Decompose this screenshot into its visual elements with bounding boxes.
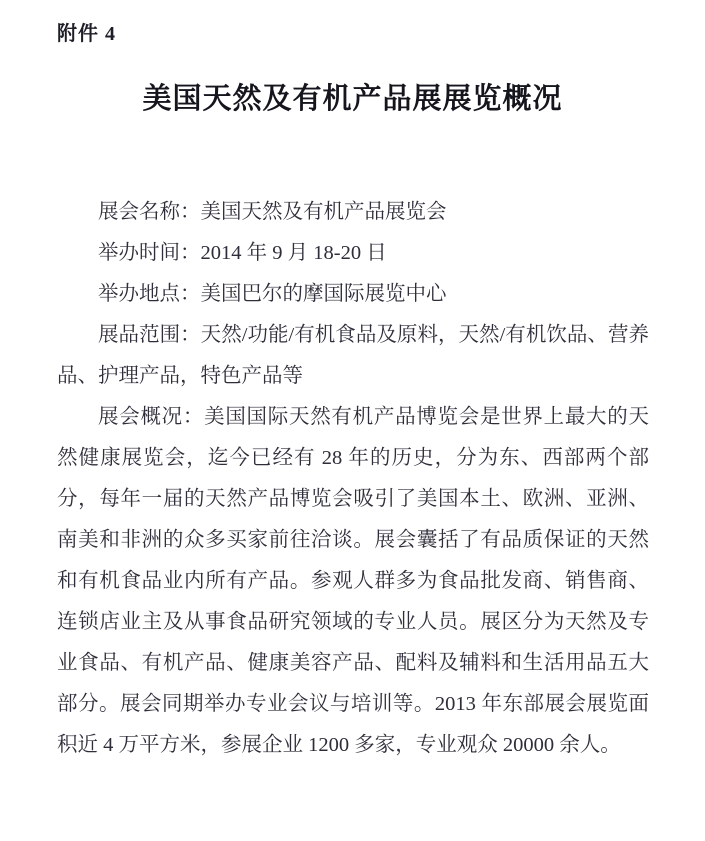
paragraph-exhibition-overview: 展会概况：美国国际天然有机产品博览会是世界上最大的天然健康展览会，迄今已经有 28 年的历史，分为东、西部两个部分，每年一届的天然产品博览会吸引了美国本土、欧洲、亚洲、南美和非洲的众多买家前往洽谈。展会囊括了有品质保证的天然和有机食品业内所有产品。参观人群多为食品批发商、销售商、连锁店业主及从事食品研究领域的专业人员。展区分为天然及专业食品、有机产品、健康美容产品、配料及辅料和生活用品五大部分。展会同期举办专业会议与培训等。2013 年东部展会展览面积近 4 万平方米，参展企业 1200 多家，专业观众 20000 余人。 bbox=[57, 406, 649, 756]
document-title: 美国天然及有机产品展展览概况 bbox=[142, 83, 563, 115]
document-body bbox=[57, 192, 649, 766]
attachment-label: 附件 4 bbox=[57, 23, 116, 45]
paragraph-exhibition-date: 举办时间：2014 年 9 月 18-20 日 bbox=[98, 242, 387, 264]
paragraph-exhibition-location: 举办地点：美国巴尔的摩国际展览中心 bbox=[98, 283, 447, 305]
paragraph-exhibition-name: 展会名称：美国天然及有机产品展览会 bbox=[98, 201, 447, 223]
paragraph-exhibit-scope: 展品范围：天然/功能/有机食品及原料，天然/有机饮品、营养品、护理产品，特色产品等 bbox=[57, 324, 649, 387]
